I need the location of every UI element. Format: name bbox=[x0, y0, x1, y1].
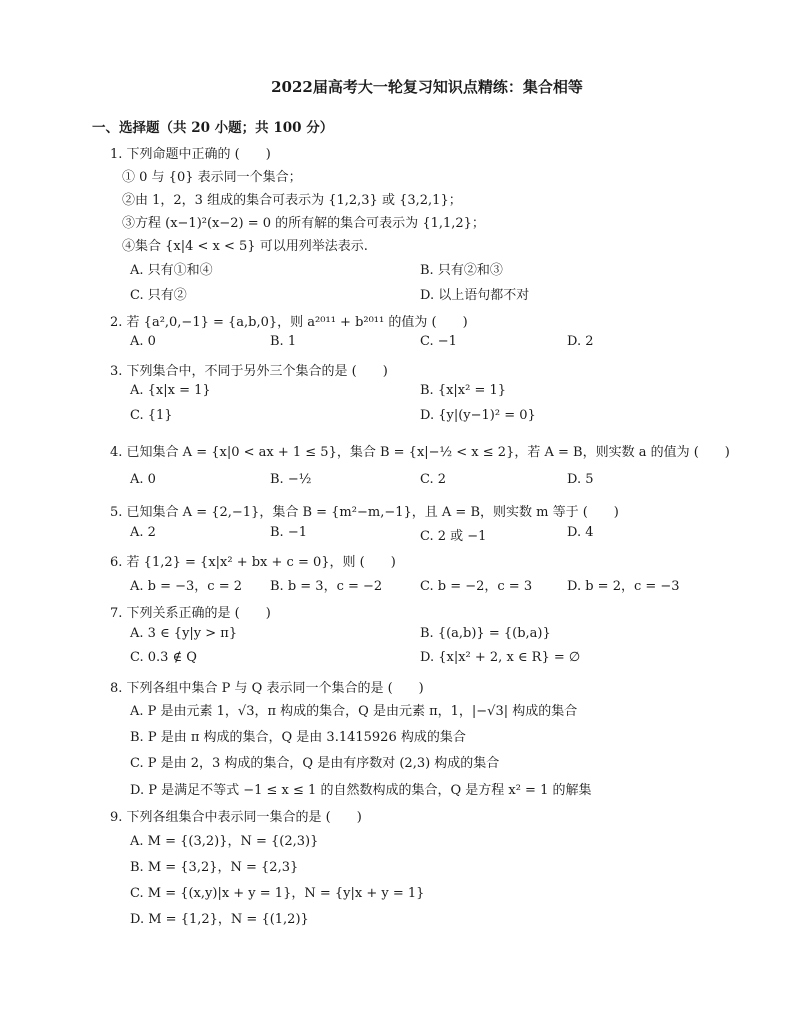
question-8-option-c[interactable]: C. P 是由 2，3 构成的集合，Q 是由有序数对 (2,3) 构成的集合 bbox=[130, 756, 500, 771]
question-4-option-c[interactable]: C. 2 bbox=[420, 472, 447, 487]
question-4-option-a[interactable]: A. 0 bbox=[130, 472, 156, 487]
question-6-stem: 6. 若 {1,2} = {x|x² + bx + c = 0}，则 ( ) bbox=[110, 555, 396, 570]
question-2-option-a[interactable]: A. 0 bbox=[130, 334, 156, 349]
question-7-stem: 7. 下列关系正确的是 ( ) bbox=[110, 606, 271, 621]
question-9-option-b[interactable]: B. M = {3,2}，N = {2,3} bbox=[130, 860, 299, 875]
question-2-option-d[interactable]: D. 2 bbox=[567, 334, 594, 349]
question-1-option-c[interactable]: C. 只有② bbox=[130, 288, 187, 303]
question-6-option-a[interactable]: A. b = −3，c = 2 bbox=[130, 579, 243, 594]
question-1-option-a[interactable]: A. 只有①和④ bbox=[130, 263, 213, 278]
question-4-option-b[interactable]: B. −½ bbox=[270, 472, 312, 487]
question-5-option-b[interactable]: B. −1 bbox=[270, 525, 307, 540]
question-3-option-c[interactable]: C. {1} bbox=[130, 408, 173, 423]
question-5-option-c[interactable]: C. 2 或 −1 bbox=[420, 529, 487, 544]
question-1-statement-1: ① 0 与 {0} 表示同一个集合； bbox=[122, 170, 302, 185]
question-6-option-c[interactable]: C. b = −2，c = 3 bbox=[420, 579, 533, 594]
question-7-option-b[interactable]: B. {(a,b)} = {(b,a)} bbox=[420, 626, 551, 641]
question-5-stem: 5. 已知集合 A = {2,−1}，集合 B = {m²−m,−1}，且 A = B，则实数 m 等于 ( ) bbox=[110, 505, 619, 520]
question-7-option-d[interactable]: D. {x|x² + 2, x ∈ R} = ∅ bbox=[420, 650, 581, 665]
question-1-option-b[interactable]: B. 只有②和③ bbox=[420, 263, 503, 278]
question-2-option-b[interactable]: B. 1 bbox=[270, 334, 297, 349]
question-1-statement-4: ④集合 {x|4 < x < 5} 可以用列举法表示. bbox=[122, 239, 368, 254]
question-9-option-d[interactable]: D. M = {1,2}，N = {(1,2)} bbox=[130, 912, 309, 927]
question-2-stem: 2. 若 {a²,0,−1} = {a,b,0}，则 a²⁰¹¹ + b²⁰¹¹ 的值为 ( ) bbox=[110, 315, 468, 330]
question-7-option-a[interactable]: A. 3 ∈ {y|y > π} bbox=[130, 626, 238, 641]
question-6-option-d[interactable]: D. b = 2，c = −3 bbox=[567, 579, 680, 594]
question-5-option-a[interactable]: A. 2 bbox=[130, 525, 156, 540]
question-4-option-d[interactable]: D. 5 bbox=[567, 472, 594, 487]
question-5-option-d[interactable]: D. 4 bbox=[567, 525, 594, 540]
question-1-stem: 1. 下列命题中正确的 ( ) bbox=[110, 147, 271, 162]
question-1-option-d[interactable]: D. 以上语句都不对 bbox=[420, 288, 530, 303]
question-1-statement-2: ②由 1，2，3 组成的集合可表示为 {1,2,3} 或 {3,2,1}； bbox=[122, 193, 462, 208]
question-7-option-c[interactable]: C. 0.3 ∉ Q bbox=[130, 650, 197, 665]
question-1-statement-3: ③方程 (x−1)²(x−2) = 0 的所有解的集合可表示为 {1,1,2}； bbox=[122, 216, 485, 231]
question-8-stem: 8. 下列各组中集合 P 与 Q 表示同一个集合的是 ( ) bbox=[110, 681, 424, 696]
question-4-stem: 4. 已知集合 A = {x|0 < ax + 1 ≤ 5}，集合 B = {x|−½ < x ≤ 2}，若 A = B，则实数 a 的值为 ( ) bbox=[110, 445, 730, 460]
section-heading: 一、选择题（共 20 小题；共 100 分） bbox=[92, 120, 334, 136]
question-8-option-a[interactable]: A. P 是由元素 1，√3，π 构成的集合，Q 是由元素 π，1，|−√3| 构成的集合 bbox=[130, 704, 578, 719]
question-9-stem: 9. 下列各组集合中表示同一集合的是 ( ) bbox=[110, 810, 362, 825]
question-3-option-a[interactable]: A. {x|x = 1} bbox=[130, 383, 211, 398]
question-6-option-b[interactable]: B. b = 3，c = −2 bbox=[270, 579, 383, 594]
question-2-option-c[interactable]: C. −1 bbox=[420, 334, 457, 349]
question-8-option-b[interactable]: B. P 是由 π 构成的集合，Q 是由 3.1415926 构成的集合 bbox=[130, 730, 466, 745]
question-9-option-a[interactable]: A. M = {(3,2)}，N = {(2,3)} bbox=[130, 834, 319, 849]
question-8-option-d[interactable]: D. P 是满足不等式 −1 ≤ x ≤ 1 的自然数构成的集合，Q 是方程 x² = 1 的解集 bbox=[130, 783, 592, 798]
page-title: 2022届高考大一轮复习知识点精练：集合相等 bbox=[271, 78, 583, 96]
question-3-option-b[interactable]: B. {x|x² = 1} bbox=[420, 383, 507, 398]
question-3-option-d[interactable]: D. {y|(y−1)² = 0} bbox=[420, 408, 536, 423]
question-9-option-c[interactable]: C. M = {(x,y)|x + y = 1}，N = {y|x + y = 1} bbox=[130, 886, 425, 901]
question-3-stem: 3. 下列集合中，不同于另外三个集合的是 ( ) bbox=[110, 364, 388, 379]
